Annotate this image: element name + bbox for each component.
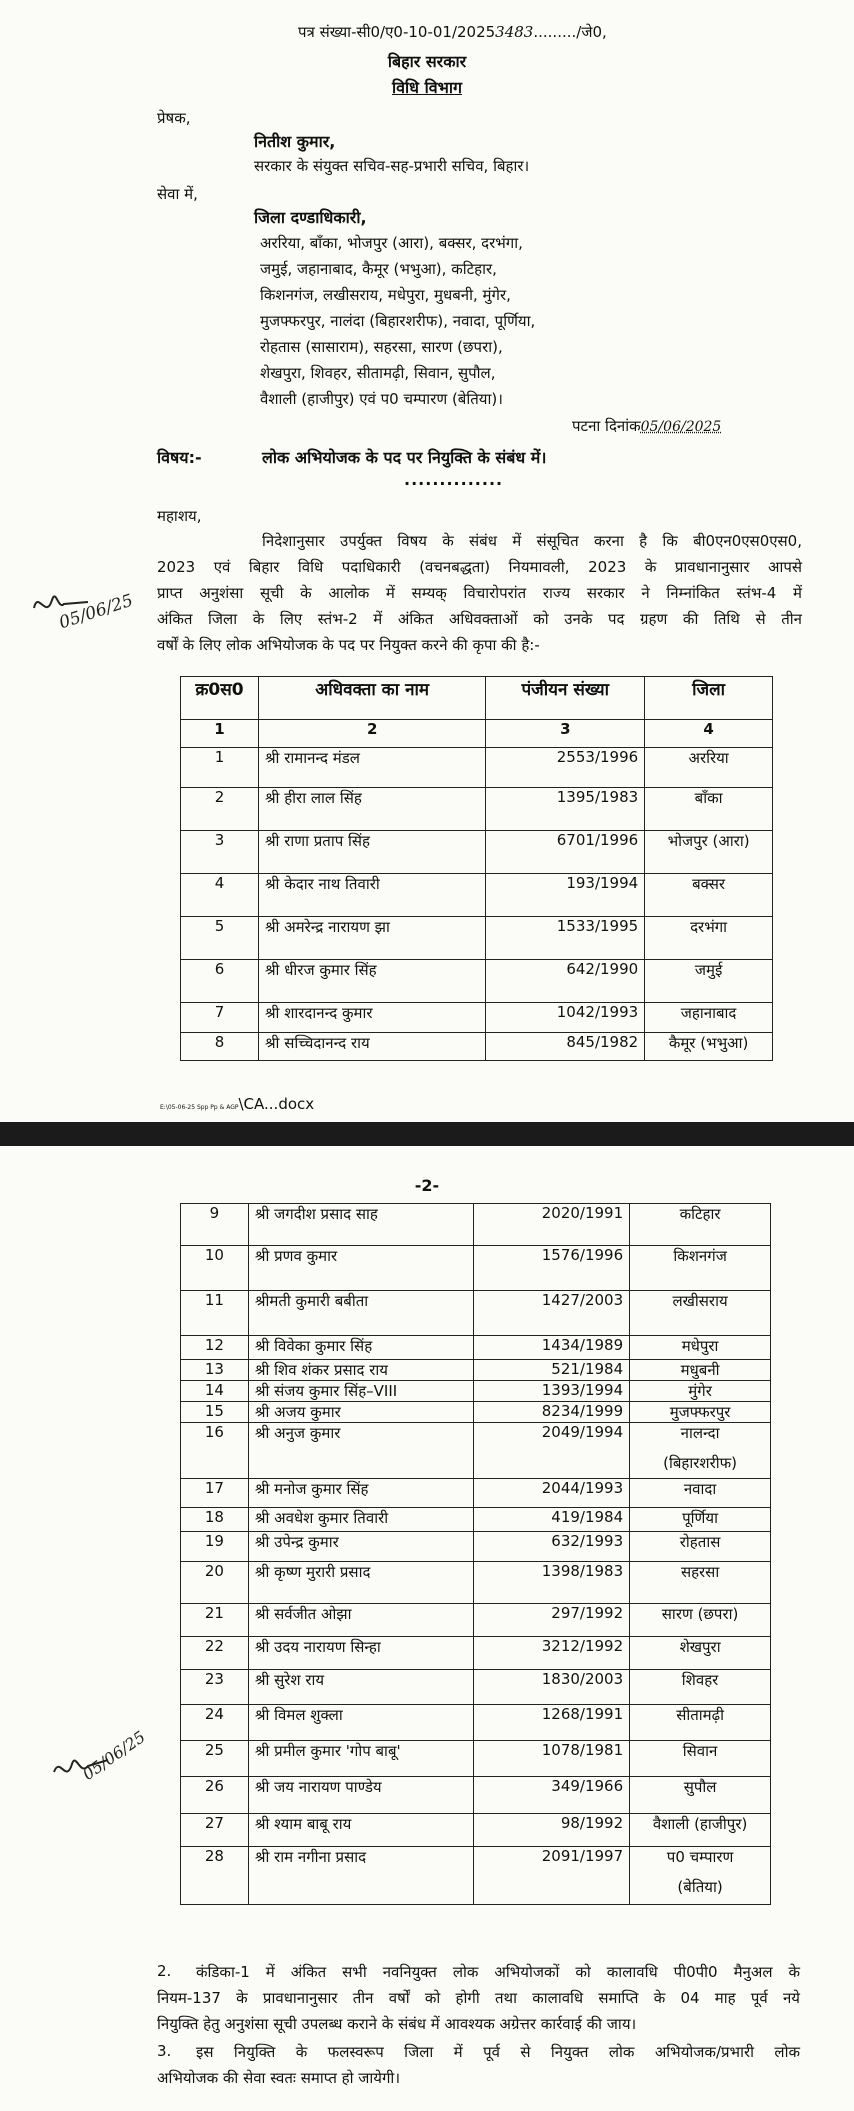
cell-registration: 297/1992 bbox=[474, 1604, 630, 1637]
letter-number-dots: ......... bbox=[533, 23, 577, 41]
cell-registration: 1576/1996 bbox=[474, 1246, 630, 1291]
cell-name: श्री मनोज कुमार सिंह bbox=[248, 1479, 473, 1508]
cell-registration: 2091/1997 bbox=[474, 1847, 630, 1905]
table-header-row bbox=[181, 677, 773, 720]
cell-district-line: प0 चम्पारण bbox=[666, 1848, 734, 1866]
cell-registration: 2553/1996 bbox=[486, 748, 645, 788]
cell-district: सारण (छपरा) bbox=[630, 1604, 771, 1637]
cell-name: श्री विवेका कुमार सिंह bbox=[248, 1336, 473, 1360]
cell-name: श्री प्रणव कुमार bbox=[248, 1246, 473, 1291]
table-row bbox=[181, 1204, 771, 1246]
cell-name: श्री शिव शंकर प्रसाद राय bbox=[248, 1360, 473, 1381]
subject-label: विषय:- bbox=[157, 448, 202, 467]
cell-registration: 1434/1989 bbox=[474, 1336, 630, 1360]
cell-serial: 11 bbox=[181, 1291, 249, 1336]
body-line-last: वर्षों के लिए लोक अभियोजक के पद पर नियुक्त करने की कृपा की है:- bbox=[157, 636, 540, 654]
table-row bbox=[181, 1604, 771, 1637]
cell-registration: 98/1992 bbox=[474, 1814, 630, 1847]
column-number: 2 bbox=[258, 720, 485, 748]
cell-serial: 28 bbox=[181, 1847, 249, 1905]
cell-district: दरभंगा bbox=[645, 917, 773, 960]
table-row bbox=[181, 1336, 771, 1360]
cell-district: मधेपुरा bbox=[630, 1336, 771, 1360]
cell-district: वैशाली (हाजीपुर) bbox=[630, 1814, 771, 1847]
sender-name: नितीश कुमार, bbox=[254, 132, 336, 151]
cell-registration: 1395/1983 bbox=[486, 788, 645, 831]
cell-name: श्री राम नगीना प्रसाद bbox=[248, 1847, 473, 1905]
table-row bbox=[181, 1705, 771, 1741]
cell-name: श्री उदय नारायण सिन्हा bbox=[248, 1637, 473, 1670]
cell-serial: 8 bbox=[181, 1033, 259, 1061]
cell-registration: 419/1984 bbox=[474, 1508, 630, 1532]
table-row bbox=[181, 1033, 773, 1061]
cell-name: श्री विमल शुक्ला bbox=[248, 1705, 473, 1741]
cell-district: अररिया bbox=[645, 748, 773, 788]
table-row bbox=[181, 960, 773, 1003]
para-3-number: 3. bbox=[157, 2042, 172, 2060]
cell-district: बक्सर bbox=[645, 874, 773, 917]
district-line: रोहतास (सासाराम), सहरसा, सारण (छपरा), bbox=[260, 338, 503, 356]
column-number: 1 bbox=[181, 720, 259, 748]
letter-number-suffix: /जे0, bbox=[576, 23, 607, 41]
para-2-last-line: नियुक्ति हेतु अनुशंसा सूची उपलब्ध कराने के संबंध में आवश्यक अग्रेत्तर कार्रवाई की जाय। bbox=[157, 2015, 637, 2033]
district-line: अररिया, बाँका, भोजपुर (आरा), बक्सर, दरभंगा, bbox=[260, 234, 523, 252]
cell-registration: 845/1982 bbox=[486, 1033, 645, 1061]
para-2-number: 2. bbox=[157, 1962, 172, 1980]
letter-number-prefix: पत्र संख्या-सी0/ए0-10-01/2025 bbox=[298, 23, 496, 41]
cell-serial: 24 bbox=[181, 1705, 249, 1741]
cell-name: श्री उपेन्द्र कुमार bbox=[248, 1532, 473, 1562]
table-row bbox=[181, 874, 773, 917]
cell-registration: 521/1984 bbox=[474, 1360, 630, 1381]
letter-number-handwritten: 3483 bbox=[495, 23, 534, 41]
subject-text: लोक अभियोजक के पद पर नियुक्ति के संबंध में। bbox=[262, 448, 547, 467]
table-row bbox=[181, 1246, 771, 1291]
sender-designation: सरकार के संयुक्त सचिव-सह-प्रभारी सचिव, बिहार। bbox=[254, 157, 530, 175]
cell-name: श्री अजय कुमार bbox=[248, 1402, 473, 1423]
cell-name: श्री रामानन्द मंडल bbox=[258, 748, 485, 788]
cell-serial: 12 bbox=[181, 1336, 249, 1360]
cell-serial: 5 bbox=[181, 917, 259, 960]
header-serial: क्र0स0 bbox=[181, 677, 259, 720]
advocates-table-page1 bbox=[180, 676, 773, 1061]
table-row bbox=[181, 831, 773, 874]
cell-district: भोजपुर (आरा) bbox=[645, 831, 773, 874]
table-row bbox=[181, 1741, 771, 1777]
cell-district: पूर्णिया bbox=[630, 1508, 771, 1532]
cell-name: श्री अनुज कुमार bbox=[248, 1423, 473, 1479]
table-row bbox=[181, 1003, 773, 1033]
table-row bbox=[181, 1562, 771, 1604]
cell-registration: 1533/1995 bbox=[486, 917, 645, 960]
body-line: निदेशानुसार उपर्युक्त विषय के संबंध में संसूचित करना है कि बी0एन0एस0एस0, bbox=[262, 532, 802, 550]
cell-name: श्री श्याम बाबू राय bbox=[248, 1814, 473, 1847]
cell-serial: 20 bbox=[181, 1562, 249, 1604]
district-line: वैशाली (हाजीपुर) एवं प0 चम्पारण (बेतिया)। bbox=[260, 390, 503, 408]
cell-registration: 8234/1999 bbox=[474, 1402, 630, 1423]
cell-serial: 4 bbox=[181, 874, 259, 917]
cell-district bbox=[630, 1847, 771, 1905]
file-path-prefix: E:\05-06-25 Spp Pp & AGP bbox=[160, 1104, 239, 1111]
column-number: 3 bbox=[486, 720, 645, 748]
cell-serial: 1 bbox=[181, 748, 259, 788]
advocates-table-page2 bbox=[180, 1203, 771, 1905]
cell-registration: 3212/1992 bbox=[474, 1637, 630, 1670]
column-number-row bbox=[181, 720, 773, 748]
cell-name: श्री हीरा लाल सिंह bbox=[258, 788, 485, 831]
cell-district: जहानाबाद bbox=[645, 1003, 773, 1033]
cell-district-line: (बिहारशरीफ) bbox=[663, 1454, 738, 1472]
cell-district bbox=[630, 1423, 771, 1479]
table-row bbox=[181, 1847, 771, 1905]
margin-date-handwritten: 05/06/25 bbox=[56, 590, 136, 634]
cell-name: श्री जगदीश प्रसाद साह bbox=[248, 1204, 473, 1246]
cell-serial: 23 bbox=[181, 1670, 249, 1705]
government-name: बिहार सरकार bbox=[387, 52, 467, 71]
district-line: किशनगंज, लखीसराय, मधेपुरा, मुधबनी, मुंगेर, bbox=[260, 286, 511, 304]
district-line: जमुई, जहानाबाद, कैमूर (भभुआ), कटिहार, bbox=[260, 260, 497, 278]
cell-district: जमुई bbox=[645, 960, 773, 1003]
date-handwritten: 05/06/2025 bbox=[640, 419, 722, 435]
cell-serial: 18 bbox=[181, 1508, 249, 1532]
cell-registration: 642/1990 bbox=[486, 960, 645, 1003]
date-label: पटना दिनांक bbox=[572, 417, 641, 435]
cell-registration: 2044/1993 bbox=[474, 1479, 630, 1508]
cell-registration: 2049/1994 bbox=[474, 1423, 630, 1479]
table-row bbox=[181, 917, 773, 960]
table-row bbox=[181, 1814, 771, 1847]
cell-district-line: नालन्दा bbox=[680, 1424, 720, 1442]
file-path-footer bbox=[160, 1094, 314, 1113]
cell-serial: 25 bbox=[181, 1741, 249, 1777]
cell-registration: 349/1966 bbox=[474, 1777, 630, 1814]
cell-district-line: (बेतिया) bbox=[677, 1878, 723, 1896]
cell-serial: 27 bbox=[181, 1814, 249, 1847]
cell-registration: 193/1994 bbox=[486, 874, 645, 917]
cell-district: रोहतास bbox=[630, 1532, 771, 1562]
cell-serial: 7 bbox=[181, 1003, 259, 1033]
header-registration: पंजीयन संख्या bbox=[486, 677, 645, 720]
cell-serial: 14 bbox=[181, 1381, 249, 1402]
cell-name: श्री सर्वजीत ओझा bbox=[248, 1604, 473, 1637]
cell-district: शिवहर bbox=[630, 1670, 771, 1705]
cell-district: मधुबनी bbox=[630, 1360, 771, 1381]
cell-district: सहरसा bbox=[630, 1562, 771, 1604]
recipient-label: सेवा में, bbox=[157, 185, 198, 203]
margin-date-handwritten: 05/06/25 bbox=[79, 1727, 149, 1784]
cell-registration: 1393/1994 bbox=[474, 1381, 630, 1402]
cell-serial: 6 bbox=[181, 960, 259, 1003]
table-row bbox=[181, 1637, 771, 1670]
table-row bbox=[181, 1360, 771, 1381]
table-row bbox=[181, 1291, 771, 1336]
cell-name: श्री राणा प्रताप सिंह bbox=[258, 831, 485, 874]
cell-name: श्री संजय कुमार सिंह–VIII bbox=[248, 1381, 473, 1402]
district-line: मुजफ्फरपुर, नालंदा (बिहारशरीफ), नवादा, पूर्णिया, bbox=[260, 312, 536, 330]
cell-district: नवादा bbox=[630, 1479, 771, 1508]
cell-serial: 19 bbox=[181, 1532, 249, 1562]
cell-serial: 26 bbox=[181, 1777, 249, 1814]
cell-name: श्री अवधेश कुमार तिवारी bbox=[248, 1508, 473, 1532]
cell-name: श्री अमरेन्द्र नारायण झा bbox=[258, 917, 485, 960]
cell-serial: 13 bbox=[181, 1360, 249, 1381]
cell-registration: 2020/1991 bbox=[474, 1204, 630, 1246]
table-row bbox=[181, 1423, 771, 1479]
cell-serial: 15 bbox=[181, 1402, 249, 1423]
cell-serial: 21 bbox=[181, 1604, 249, 1637]
cell-registration: 632/1993 bbox=[474, 1532, 630, 1562]
cell-registration: 1042/1993 bbox=[486, 1003, 645, 1033]
table-row bbox=[181, 1381, 771, 1402]
cell-name: श्री केदार नाथ तिवारी bbox=[258, 874, 485, 917]
cell-registration: 1398/1983 bbox=[474, 1562, 630, 1604]
cell-serial: 17 bbox=[181, 1479, 249, 1508]
cell-name: श्री जय नारायण पाण्डेय bbox=[248, 1777, 473, 1814]
para-2-line: नियम-137 के प्रावधानानुसार तीन वर्षों को होगी तथा कालावधि समाप्ति के 04 माह पूर्व नये bbox=[157, 1989, 800, 2007]
header-district: जिला bbox=[645, 677, 773, 720]
body-line: प्राप्त अनुशंसा सूची के आलोक में सम्यक् विचारोपरांत राज्य सरकार ने निम्नांकित स्तंभ-4 में bbox=[157, 584, 802, 602]
cell-district: सीतामढ़ी bbox=[630, 1705, 771, 1741]
department-name: विधि विभाग bbox=[391, 78, 463, 97]
cell-district: कटिहार bbox=[630, 1204, 771, 1246]
table-row bbox=[181, 788, 773, 831]
cell-registration: 1078/1981 bbox=[474, 1741, 630, 1777]
cell-name: श्री प्रमील कुमार 'गोप बाबू' bbox=[248, 1741, 473, 1777]
table-row bbox=[181, 748, 773, 788]
table-row bbox=[181, 1670, 771, 1705]
cell-district: बाँका bbox=[645, 788, 773, 831]
cell-district: लखीसराय bbox=[630, 1291, 771, 1336]
table-row bbox=[181, 1532, 771, 1562]
recipient-title: जिला दण्डाधिकारी, bbox=[254, 208, 367, 227]
cell-district: शेखपुरा bbox=[630, 1637, 771, 1670]
para-3-line: इस नियुक्ति के फलस्वरूप जिला में पूर्व से नियुक्त लोक अभियोजक/प्रभारी लोक bbox=[196, 2043, 800, 2061]
cell-registration: 1830/2003 bbox=[474, 1670, 630, 1705]
sender-label: प्रेषक, bbox=[157, 109, 191, 127]
cell-district: किशनगंज bbox=[630, 1246, 771, 1291]
cell-registration: 1268/1991 bbox=[474, 1705, 630, 1741]
letter-page-2 bbox=[0, 1146, 854, 2111]
para-3-last-line: अभियोजक की सेवा स्वतः समाप्त हो जायेगी। bbox=[157, 2069, 401, 2087]
table-row bbox=[181, 1777, 771, 1814]
cell-serial: 2 bbox=[181, 788, 259, 831]
table-row bbox=[181, 1508, 771, 1532]
cell-name: श्री कृष्ण मुरारी प्रसाद bbox=[248, 1562, 473, 1604]
cell-name: श्री सुरेश राय bbox=[248, 1670, 473, 1705]
subject-dots: .............. bbox=[404, 470, 504, 489]
cell-registration: 6701/1996 bbox=[486, 831, 645, 874]
cell-district: सुपौल bbox=[630, 1777, 771, 1814]
cell-name: श्री शारदानन्द कुमार bbox=[258, 1003, 485, 1033]
cell-name: श्री धीरज कुमार सिंह bbox=[258, 960, 485, 1003]
para-2-line: कंडिका-1 में अंकित सभी नवनियुक्त लोक अभियोजकों को कालावधि पी0पी0 मैनुअल के bbox=[196, 1963, 800, 1981]
cell-serial: 22 bbox=[181, 1637, 249, 1670]
body-line: अंकित जिला के लिए स्तंभ-2 में अंकित अधिवक्ताओं को उनके पद ग्रहण की तिथि से तीन bbox=[157, 610, 802, 628]
body-line: 2023 एवं बिहार विधि पदाधिकारी (वचनबद्धता) नियमावली, 2023 के प्रावधानानुसार आपसे bbox=[157, 558, 802, 576]
column-number: 4 bbox=[645, 720, 773, 748]
cell-registration: 1427/2003 bbox=[474, 1291, 630, 1336]
cell-name: श्रीमती कुमारी बबीता bbox=[248, 1291, 473, 1336]
page-number: -2- bbox=[414, 1176, 440, 1195]
header-name: अधिवक्ता का नाम bbox=[258, 677, 485, 720]
cell-serial: 3 bbox=[181, 831, 259, 874]
cell-district: सिवान bbox=[630, 1741, 771, 1777]
cell-district: कैमूर (भभुआ) bbox=[645, 1033, 773, 1061]
cell-name: श्री सच्चिदानन्द राय bbox=[258, 1033, 485, 1061]
table-row bbox=[181, 1479, 771, 1508]
district-line: शेखपुरा, शिवहर, सीतामढ़ी, सिवान, सुपौल, bbox=[260, 364, 496, 382]
salutation: महाशय, bbox=[157, 507, 202, 525]
cell-district: मुंगेर bbox=[630, 1381, 771, 1402]
cell-district: मुजफ्फरपुर bbox=[630, 1402, 771, 1423]
date-line bbox=[572, 416, 721, 436]
cell-serial: 16 bbox=[181, 1423, 249, 1479]
cell-serial: 9 bbox=[181, 1204, 249, 1246]
table-row bbox=[181, 1402, 771, 1423]
cell-serial: 10 bbox=[181, 1246, 249, 1291]
letter-number bbox=[298, 22, 607, 42]
file-path-name: \CA...docx bbox=[238, 1095, 315, 1113]
